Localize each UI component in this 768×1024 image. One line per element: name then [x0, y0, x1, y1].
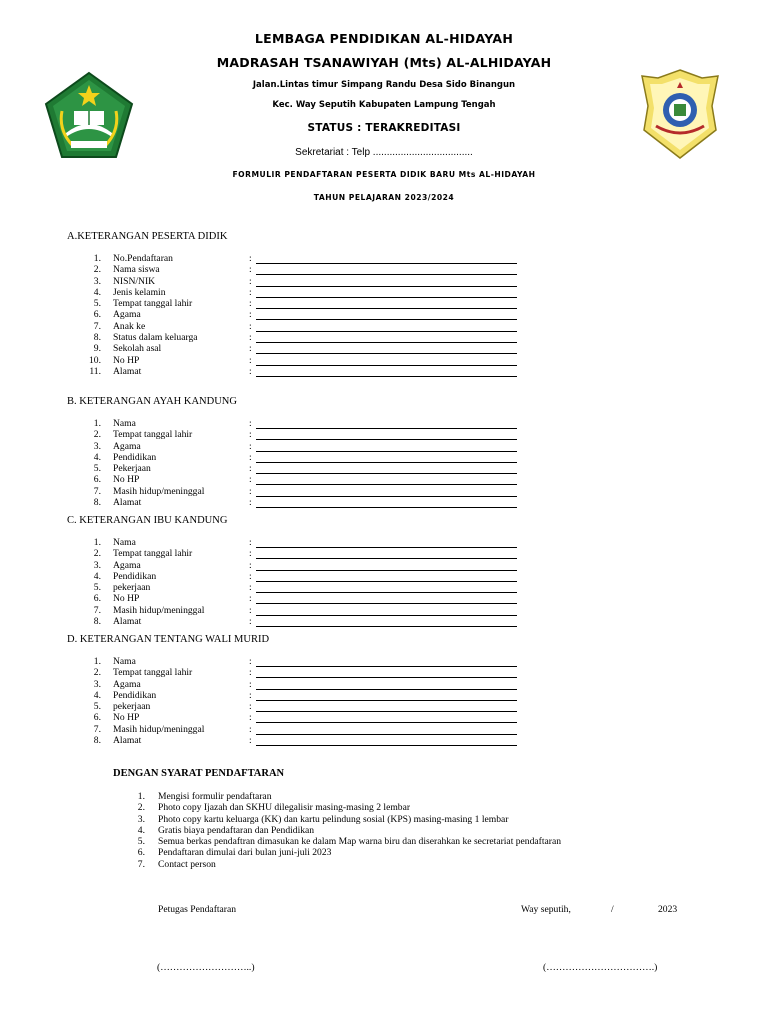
form-field-row — [0, 616, 768, 627]
requirement-number: 7. — [137, 858, 145, 870]
section-c-fields — [0, 537, 768, 627]
field-colon: : — [249, 604, 252, 616]
field-label: pekerjaan — [113, 582, 151, 594]
field-number: 11. — [89, 365, 101, 377]
field-number: 2. — [93, 667, 101, 679]
field-number: 5. — [93, 463, 101, 475]
field-number: 3. — [93, 275, 101, 287]
address-line-1: Jalan.Lintas timur Simpang Randu Desa Sido Binangun — [252, 80, 516, 90]
field-colon: : — [249, 593, 252, 605]
field-label: Nama — [113, 656, 136, 667]
field-colon: : — [249, 286, 252, 298]
field-colon: : — [249, 656, 252, 667]
field-colon: : — [249, 275, 252, 287]
section-a-title: A.KETERANGAN PESERTA DIDIK — [67, 231, 228, 242]
field-label: Status dalam keluarga — [113, 332, 198, 344]
field-number: 1. — [93, 537, 101, 548]
field-number: 2. — [93, 264, 101, 276]
field-number: 7. — [93, 604, 101, 616]
field-colon: : — [249, 582, 252, 594]
field-fill-line[interactable] — [256, 376, 517, 377]
requirement-text: Contact person — [158, 858, 216, 870]
field-colon: : — [249, 548, 252, 560]
requirements-title: DENGAN SYARAT PENDAFTARAN — [113, 768, 285, 779]
signature-year: 2023 — [658, 904, 678, 915]
field-label: Tempat tanggal lahir — [113, 667, 193, 679]
form-field-row — [0, 679, 768, 690]
field-label: Tempat tanggal lahir — [113, 298, 193, 310]
field-label: Masih hidup/meninggal — [113, 604, 205, 616]
field-fill-line[interactable] — [256, 626, 517, 627]
field-colon: : — [249, 451, 252, 463]
field-colon: : — [249, 264, 252, 276]
field-label: No HP — [113, 593, 140, 605]
field-colon: : — [249, 418, 252, 429]
field-number: 4. — [93, 689, 101, 701]
field-label: Nama — [113, 418, 136, 429]
institution-name: LEMBAGA PENDIDIKAN AL-HIDAYAH — [254, 31, 514, 46]
field-label: Pekerjaan — [113, 463, 151, 475]
field-colon: : — [249, 343, 252, 355]
field-label: Sekolah asal — [113, 343, 162, 355]
form-field-row — [0, 571, 768, 582]
field-number: 6. — [93, 309, 101, 321]
field-number: 1. — [93, 656, 101, 667]
form-field-row — [0, 343, 768, 354]
section-b-fields — [0, 418, 768, 508]
field-label: Masih hidup/meninggal — [113, 723, 205, 735]
section-b-title: B. KETERANGAN AYAH KANDUNG — [67, 396, 237, 407]
field-label: Pendidikan — [113, 689, 157, 701]
form-field-row — [0, 548, 768, 559]
field-colon: : — [249, 712, 252, 724]
field-colon: : — [249, 309, 252, 321]
field-number: 6. — [93, 593, 101, 605]
field-number: 5. — [93, 701, 101, 713]
field-colon: : — [249, 485, 252, 497]
section-a-fields — [0, 253, 768, 377]
requirement-text: Gratis biaya pendaftaran dan Pendidikan — [158, 824, 315, 836]
form-field-row — [0, 735, 768, 746]
field-number: 10. — [89, 354, 101, 366]
field-colon: : — [249, 463, 252, 475]
requirement-number: 6. — [137, 847, 145, 859]
requirements-list — [0, 791, 768, 870]
field-number: 4. — [93, 451, 101, 463]
requirement-text: Pendaftaran dimulai dari bulan juni-juli 2023 — [158, 847, 332, 859]
form-field-row — [0, 667, 768, 678]
field-label: Pendidikan — [113, 570, 157, 582]
form-field-row — [0, 355, 768, 366]
signature-place: Way seputih, — [521, 904, 571, 915]
field-number: 6. — [93, 712, 101, 724]
field-colon: : — [249, 735, 252, 747]
requirement-item — [0, 814, 768, 825]
field-number: 9. — [93, 343, 101, 355]
officer-signature-line: (………………………..) — [157, 962, 255, 973]
field-fill-line[interactable] — [256, 507, 517, 508]
applicant-signature-line: (…………………………….) — [543, 962, 658, 973]
field-number: 5. — [93, 582, 101, 594]
field-label: Tempat tanggal lahir — [113, 548, 193, 560]
section-c-title: C. KETERANGAN IBU KANDUNG — [67, 515, 228, 526]
field-label: Masih hidup/meninggal — [113, 485, 205, 497]
field-number: 3. — [93, 678, 101, 690]
requirement-number: 4. — [137, 824, 145, 836]
field-label: No HP — [113, 712, 140, 724]
field-label: Agama — [113, 559, 141, 571]
signature-date-separator: / — [611, 904, 614, 915]
field-label: No HP — [113, 474, 140, 486]
field-number: 7. — [93, 723, 101, 735]
field-colon: : — [249, 440, 252, 452]
requirement-text: Mengisi formulir pendaftaran — [158, 791, 272, 802]
field-colon: : — [249, 365, 252, 377]
form-field-row — [0, 253, 768, 264]
field-label: Alamat — [113, 616, 142, 628]
field-label: Alamat — [113, 365, 142, 377]
accreditation-status: STATUS : TERAKREDITASI — [307, 122, 461, 134]
field-label: Alamat — [113, 735, 142, 747]
field-colon: : — [249, 332, 252, 344]
field-colon: : — [249, 559, 252, 571]
form-field-row — [0, 418, 768, 429]
requirement-item — [0, 836, 768, 847]
form-field-row — [0, 298, 768, 309]
field-colon: : — [249, 320, 252, 332]
form-field-row — [0, 429, 768, 440]
school-name: MADRASAH TSANAWIYAH (Mts) AL-ALHIDAYAH — [216, 55, 552, 70]
form-field-row — [0, 264, 768, 275]
field-label: Agama — [113, 440, 141, 452]
form-field-row — [0, 441, 768, 452]
form-field-row — [0, 560, 768, 571]
field-label: Nama siswa — [113, 264, 160, 276]
field-label: Jenis kelamin — [113, 286, 166, 298]
field-label: No.Pendaftaran — [113, 253, 173, 264]
requirement-text: Semua berkas pendaftran dimasukan ke dalam Map warna biru dan diserahkan ke secretariat pendaftaran — [158, 836, 562, 848]
requirement-item — [0, 825, 768, 836]
form-field-row — [0, 486, 768, 497]
field-number: 8. — [93, 616, 101, 628]
section-d-title: D. KETERANGAN TENTANG WALI MURID — [67, 634, 270, 645]
field-number: 3. — [93, 559, 101, 571]
form-field-row — [0, 321, 768, 332]
form-field-row — [0, 656, 768, 667]
requirement-item — [0, 847, 768, 858]
field-number: 1. — [93, 418, 101, 429]
form-field-row — [0, 724, 768, 735]
form-field-row — [0, 497, 768, 508]
form-field-row — [0, 463, 768, 474]
field-colon: : — [249, 667, 252, 679]
field-label: Agama — [113, 678, 141, 690]
field-number: 8. — [93, 497, 101, 509]
field-label: Alamat — [113, 497, 142, 509]
field-label: pekerjaan — [113, 701, 151, 713]
field-colon: : — [249, 723, 252, 735]
field-label: Pendidikan — [113, 451, 157, 463]
requirement-item — [0, 802, 768, 813]
address-line-2: Kec. Way Seputih Kabupaten Lampung Tengah — [272, 100, 496, 110]
field-colon: : — [249, 354, 252, 366]
field-label: Nama — [113, 537, 136, 548]
field-number: 8. — [93, 735, 101, 747]
field-colon: : — [249, 570, 252, 582]
field-label: Anak ke — [113, 320, 146, 332]
requirement-number: 5. — [137, 836, 145, 848]
field-number: 1. — [93, 253, 101, 264]
field-label: Tempat tanggal lahir — [113, 429, 193, 441]
field-number: 7. — [93, 320, 101, 332]
field-number: 8. — [93, 332, 101, 344]
form-field-row — [0, 712, 768, 723]
form-field-row — [0, 690, 768, 701]
requirement-text: Photo copy kartu keluarga (KK) dan kartu pelindung sosial (KPS) masing-masing 1 lembar — [158, 813, 509, 825]
field-number: 2. — [93, 429, 101, 441]
field-number: 6. — [93, 474, 101, 486]
form-field-row — [0, 474, 768, 485]
field-label: Agama — [113, 309, 141, 321]
field-colon: : — [249, 253, 252, 264]
form-field-row — [0, 593, 768, 604]
field-colon: : — [249, 497, 252, 509]
form-field-row — [0, 366, 768, 377]
form-field-row — [0, 701, 768, 712]
field-colon: : — [249, 429, 252, 441]
field-number: 2. — [93, 548, 101, 560]
requirement-number: 1. — [137, 791, 145, 802]
field-number: 7. — [93, 485, 101, 497]
academic-year: TAHUN PELAJARAN 2023/2024 — [313, 193, 455, 202]
requirement-item — [0, 859, 768, 870]
field-label: No HP — [113, 354, 140, 366]
registration-officer-label: Petugas Pendaftaran — [158, 904, 237, 915]
field-colon: : — [249, 689, 252, 701]
section-d-fields — [0, 656, 768, 746]
field-label: NISN/NIK — [113, 275, 156, 287]
form-field-row — [0, 452, 768, 463]
requirement-number: 2. — [137, 802, 145, 814]
field-number: 5. — [93, 298, 101, 310]
field-colon: : — [249, 298, 252, 310]
requirement-item — [0, 791, 768, 802]
field-colon: : — [249, 537, 252, 548]
form-field-row — [0, 276, 768, 287]
field-colon: : — [249, 701, 252, 713]
form-field-row — [0, 287, 768, 298]
field-colon: : — [249, 474, 252, 486]
field-colon: : — [249, 616, 252, 628]
form-field-row — [0, 537, 768, 548]
form-field-row — [0, 309, 768, 320]
requirement-text: Photo copy Ijazah dan SKHU dilegalisir masing-masing 2 lembar — [158, 802, 411, 814]
requirement-number: 3. — [137, 813, 145, 825]
form-field-row — [0, 605, 768, 616]
form-field-row — [0, 582, 768, 593]
field-colon: : — [249, 678, 252, 690]
secretariat-phone: Sekretariat : Telp .................................... — [295, 147, 473, 158]
form-field-row — [0, 332, 768, 343]
form-title: FORMULIR PENDAFTARAN PESERTA DIDIK BARU Mts AL-HIDAYAH — [232, 170, 536, 179]
field-fill-line[interactable] — [256, 745, 517, 746]
field-number: 4. — [93, 286, 101, 298]
field-number: 4. — [93, 570, 101, 582]
field-number: 3. — [93, 440, 101, 452]
